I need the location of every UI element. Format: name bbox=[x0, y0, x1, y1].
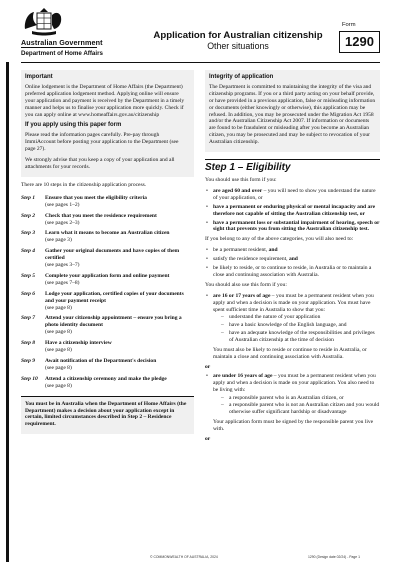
step-row bbox=[21, 273, 194, 287]
step-label: Await notification of the Department's decision bbox=[45, 358, 157, 364]
use-item-rest: – you will need to show you understand the nature of your application, or bbox=[213, 187, 376, 201]
or-text: or bbox=[205, 363, 211, 370]
copy-text: We strongly advise that you keep a copy of your application and all attachments for your records. bbox=[25, 157, 175, 170]
form-subtitle: Other situations bbox=[207, 41, 269, 51]
step-row bbox=[21, 376, 194, 390]
age-list bbox=[205, 293, 380, 344]
location-note: You must be in Australia when the Department of Home Affairs (the Department) makes a decision about your application except in certain, limited circumstances described in Step 2 – Residence requirement. bbox=[21, 396, 194, 435]
list-item bbox=[205, 265, 380, 279]
sub-list-item: – a responsible parent who is not an Australian citizen and you would otherwise suffer significant hardship or disadvantage bbox=[221, 402, 380, 416]
age-bold: are 16 or 17 years of age bbox=[213, 292, 271, 299]
step-row bbox=[21, 358, 194, 372]
list-item bbox=[205, 373, 380, 416]
or-text: or bbox=[205, 436, 211, 443]
apply-if-text: If you belong to any of the above categories, you will also need to: bbox=[205, 236, 354, 243]
paper-text: Please read the information pages carefully. Pre-pay through ImmiAccount before posting your application to the Department (see page 27). bbox=[25, 132, 179, 153]
under16-bold: are under 16 years of age bbox=[213, 372, 273, 379]
step-text bbox=[45, 340, 194, 354]
step-number: Step 1 bbox=[21, 194, 36, 201]
divider bbox=[21, 62, 380, 63]
under16-list bbox=[205, 373, 380, 416]
sub-list-item: – have a basic knowledge of the English language, and bbox=[221, 322, 380, 329]
divider bbox=[21, 47, 97, 48]
integrity-heading: Integrity of application bbox=[209, 74, 274, 80]
integrity-box bbox=[205, 70, 380, 152]
step-number: Step 9 bbox=[21, 358, 36, 364]
step-pages: (see page 8) bbox=[45, 382, 72, 389]
step-label: Have a citizenship interview bbox=[45, 340, 112, 347]
age-rest: – you must be a permanent resident when you apply and when a decision is made on your application. You must have spent sufficient time in Australia to show that you: bbox=[213, 292, 374, 313]
step-row bbox=[21, 248, 194, 269]
step-row bbox=[21, 195, 194, 209]
step-pages: (see page 8) bbox=[45, 304, 72, 311]
step-number: Step 4 bbox=[21, 248, 36, 255]
step-number: Step 10 bbox=[21, 375, 38, 382]
under16-sign-text: Your application form must be signed by the responsible parent you live with. bbox=[213, 419, 374, 433]
step-number: Step 2 bbox=[21, 212, 36, 219]
page-info: 1290 (Design date 02/24) - Page 1 bbox=[308, 555, 361, 559]
need-list bbox=[205, 247, 380, 279]
government-name: Australian Government bbox=[21, 38, 103, 47]
side-bar bbox=[6, 62, 9, 562]
step-row bbox=[21, 291, 194, 312]
also-use-text: You should also use this form if you: bbox=[205, 281, 287, 288]
step-label: Learn what it means to become an Australian citizen bbox=[45, 230, 170, 237]
step1-title: Step 1 – Eligibility bbox=[205, 159, 380, 172]
right-column bbox=[205, 70, 380, 443]
step-label: Attend a citizenship ceremony and make the pledge bbox=[45, 375, 167, 382]
important-text: Online lodgement is the Department of Home Affairs (the Department) preferred application lodgement method. Applying online will ensure your application and payment is received by the Department in a timely manner and helps us to finalise your application more quickly. Check if you can apply online at www.homeaffairs.gov.au/citizenship bbox=[25, 83, 185, 118]
list-item bbox=[205, 220, 380, 234]
form-label: Form bbox=[342, 22, 356, 28]
coat-of-arms-icon bbox=[22, 7, 66, 37]
step-label: Attend your citizenship appointment – ensure you bring a photo identity document bbox=[45, 315, 182, 329]
step-pages: (see page 3) bbox=[45, 237, 72, 244]
need-item-text: be likely to reside, or to continue to reside, in Australia or to maintain a close and continuing association with Australia. bbox=[213, 265, 372, 278]
left-column bbox=[21, 70, 194, 434]
copyright: © COMMONWEALTH OF AUSTRALIA, 2024 bbox=[150, 555, 218, 559]
sub-list-item: – understand the nature of your application bbox=[221, 314, 380, 321]
step-pages: (see pages 3–7) bbox=[45, 262, 80, 269]
use-if-text: You should use this form if you: bbox=[205, 176, 277, 183]
paper-heading: If you apply using this paper form bbox=[25, 122, 122, 129]
list-item bbox=[205, 188, 380, 202]
need-item-text: be a permanent resident, bbox=[213, 247, 269, 254]
steps-list bbox=[21, 195, 194, 390]
step-pages: (see page 8) bbox=[45, 329, 72, 336]
step-row bbox=[21, 340, 194, 354]
step-pages: (see page 8) bbox=[45, 347, 72, 354]
step-pages: (see pages 2–3) bbox=[45, 219, 80, 226]
sub-list-item: – have an adequate knowledge of the responsibilities and privileges of Australian citizenship at the time of decision bbox=[221, 330, 380, 344]
step-text bbox=[45, 315, 194, 336]
step-text bbox=[45, 213, 194, 227]
list-item bbox=[205, 247, 380, 254]
use-item-bold: have a permanent or enduring physical or mental incapacity and are therefore not capable of sitting the Australian citizenship test, or bbox=[213, 203, 376, 217]
step-number: Step 6 bbox=[21, 290, 36, 297]
use-item-bold: have a permanent loss or substantial impairment of hearing, speech or sight that prevents you from sitting the Australian citizenship test. bbox=[213, 219, 380, 233]
form-title: Application for Australian citizenship bbox=[153, 30, 323, 41]
list-item bbox=[205, 256, 380, 263]
list-item bbox=[205, 293, 380, 344]
important-heading: Important bbox=[25, 74, 53, 80]
step-text bbox=[45, 291, 194, 312]
need-item-bold: and bbox=[288, 256, 298, 263]
age-sublist bbox=[221, 314, 380, 344]
step-row bbox=[21, 230, 194, 244]
under16-sublist bbox=[221, 395, 380, 417]
department-name: Department of Home Affairs bbox=[21, 50, 103, 57]
step-text bbox=[45, 376, 194, 390]
need-item-bold: and bbox=[268, 247, 278, 254]
steps-intro: There are 10 steps in the citizenship application process. bbox=[21, 181, 147, 188]
step-label: Check that you meet the residence requirement bbox=[45, 212, 157, 219]
step-label: Lodge your application, certified copies of your documents and your payment receipt bbox=[45, 290, 184, 304]
integrity-text: The Department is committed to maintaining the integrity of the visa and citizenship programs. If you or a third party acting on your behalf provide, or have provided in a previous application, false or misleading information or documents (either knowingly or otherwise), this application may be refused. In addition, you may be prosecuted under the Migration Act 1958 and/or the Australian Citizenship Act 2007. If information or documents are found to be fraudulent or misleading after you become an Australian citizen, you may be prosecuted and may be subject to revocation of your Australian citizenship. bbox=[209, 83, 376, 146]
step-text bbox=[45, 195, 194, 209]
step-row bbox=[21, 213, 194, 227]
need-item-text: satisfy the residence requirement, bbox=[213, 256, 289, 263]
step-row bbox=[21, 315, 194, 336]
step-text bbox=[45, 273, 194, 287]
step-number: Step 7 bbox=[21, 315, 36, 322]
list-item bbox=[205, 204, 380, 218]
age-must-text: You must also be likely to reside or continue to reside in Australia, or maintain a close and continuing association with Australia. bbox=[213, 347, 367, 360]
step-label: Ensure that you meet the eligibility criteria bbox=[45, 194, 147, 201]
step-pages: (see pages 7–8) bbox=[45, 279, 80, 286]
step-number: Step 8 bbox=[21, 340, 36, 347]
step-number: Step 3 bbox=[21, 230, 36, 237]
step-text bbox=[45, 230, 194, 244]
important-box bbox=[21, 70, 194, 177]
step-number: Step 5 bbox=[21, 272, 36, 279]
sub-list-item: – a responsible parent who is an Australian citizen, or bbox=[221, 395, 380, 402]
form-number: 1290 bbox=[339, 31, 380, 53]
step-label: Gather your original documents and have copies of them certified bbox=[45, 248, 180, 262]
step-pages: (see page 8) bbox=[45, 364, 72, 371]
step-label: Complete your application form and online payment bbox=[45, 272, 170, 279]
under16-rest: – you must be a permanent resident when you apply and when a decision is made on your application. You also need to be living with: bbox=[213, 372, 376, 393]
use-list bbox=[205, 188, 380, 233]
step-text bbox=[45, 248, 194, 269]
use-item-bold: are aged 60 and over bbox=[213, 187, 263, 194]
step-text bbox=[45, 358, 194, 372]
step-pages: (see pages 1–2) bbox=[45, 201, 80, 208]
